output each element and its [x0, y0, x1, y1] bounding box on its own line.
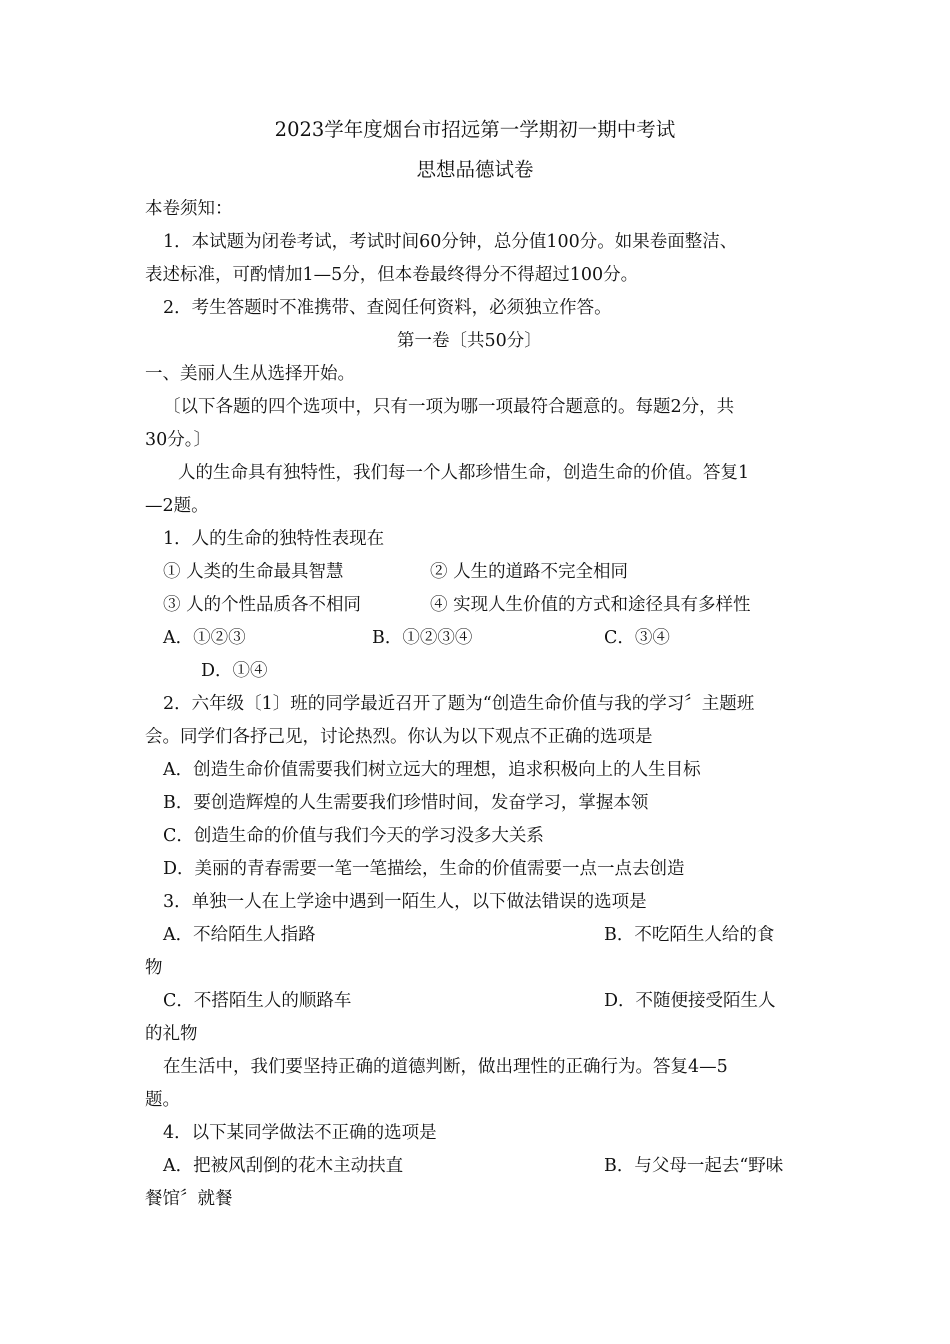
intro-text-2-cont: 题。	[145, 1090, 180, 1110]
exam-subtitle: 思想品德试卷	[416, 158, 534, 181]
question-4-stem: 4．以下某同学做法不正确的选项是	[163, 1123, 437, 1143]
intro-text-2: 在生活中，我们要坚持正确的道德判断，做出理性的正确行为。答复4—5	[163, 1057, 728, 1077]
question-3-option-d-cont: 的礼物	[145, 1024, 198, 1044]
question-1-option-b: B．①②③④	[372, 628, 473, 648]
question-2-option-c: C．创造生命的价值与我们今天的学习没多大关系	[163, 826, 544, 846]
question-1-option-a: A．①②③	[163, 628, 246, 648]
question-2-stem: 2．六年级〔1〕班的同学最近召开了题为“创造生命价值与我的学习〞主题班	[163, 694, 755, 714]
question-3-option-b: B．不吃陌生人给的食	[604, 925, 775, 945]
question-4-option-b-cont: 餐馆〞就餐	[145, 1189, 233, 1209]
notice-item-1: 1．本试题为闭卷考试，考试时间60分钟，总分值100分。如果卷面整洁、	[163, 232, 738, 252]
question-3-stem: 3．单独一人在上学途中遇到一陌生人，以下做法错误的选项是	[163, 892, 647, 912]
question-1-option-d: D．①④	[201, 661, 268, 681]
question-3-option-d: D．不随便接受陌生人	[604, 991, 776, 1011]
section-instruction-cont: 30分。〕	[145, 430, 212, 450]
part-heading: 第一卷〔共50分〕	[397, 331, 542, 351]
question-1-option-c: C．③④	[604, 628, 670, 648]
notice-heading: 本卷须知：	[145, 199, 233, 219]
question-1-statement-3: ③ 人的个性品质各不相同	[163, 595, 362, 615]
question-3-option-b-cont: 物	[145, 958, 163, 978]
question-4-option-a: A．把被风刮倒的花木主动扶直	[163, 1156, 404, 1176]
notice-item-1-cont: 表述标准，可酌情加1—5分，但本卷最终得分不得超过100分。	[145, 265, 639, 285]
question-3-option-a: A．不给陌生人指路	[163, 925, 316, 945]
section-instruction: 〔以下各题的四个选项中，只有一项为哪一项最符合题意的。每题2分，共	[163, 397, 735, 417]
intro-text: 人的生命具有独特性，我们每一个人都珍惜生命，创造生命的价值。答复1	[178, 463, 750, 483]
notice-item-2: 2．考生答题时不准携带、查阅任何资料，必须独立作答。	[163, 298, 612, 318]
question-1-statement-4: ④ 实现人生价值的方式和途径具有多样性	[430, 595, 751, 615]
question-1-statement-2: ② 人生的道路不完全相同	[430, 562, 629, 582]
question-1-statement-1: ① 人类的生命最具智慧	[163, 562, 344, 582]
exam-title: 2023学年度烟台市招远第一学期初一期中考试	[274, 118, 676, 141]
question-4-option-b: B．与父母一起去“野味	[604, 1156, 784, 1176]
question-2-option-d: D．美丽的青春需要一笔一笔描绘，生命的价值需要一点一点去创造	[163, 859, 685, 879]
question-1-stem: 1．人的生命的独特性表现在	[163, 529, 385, 549]
intro-text-cont: —2题。	[145, 496, 209, 516]
question-3-option-c: C．不搭陌生人的顺路车	[163, 991, 352, 1011]
section-title: 一、美丽人生从选择开始。	[145, 364, 355, 384]
question-2-stem-cont: 会。同学们各抒己见，讨论热烈。你认为以下观点不正确的选项是	[145, 727, 653, 747]
question-2-option-a: A．创造生命价值需要我们树立远大的理想，追求积极向上的人生目标	[163, 760, 701, 780]
question-2-option-b: B．要创造辉煌的人生需要我们珍惜时间，发奋学习，掌握本领	[163, 793, 649, 813]
